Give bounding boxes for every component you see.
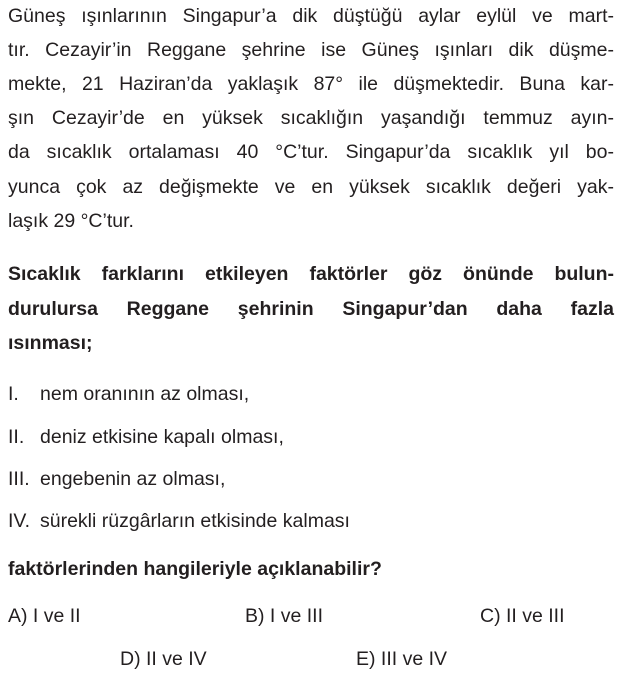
question-line: Sıcaklık farklarını etkileyen faktörler göz önünde bulun- [8,263,614,285]
statement-item [8,509,350,533]
passage-line: mekte, 21 Haziran’da yaklaşık 87° ile düşmektedir. Buna kar- [8,73,614,95]
question-line: durulursa Reggane şehrinin Singapur’dan daha fazla [8,298,614,320]
question-closing-line: faktörlerinden hangileriyle açıklanabilir? [8,558,382,580]
statement-text: nem oranının az olması, [40,383,250,405]
option-a[interactable]: A) I ve II [8,605,81,627]
passage-line: da sıcaklık ortalaması 40 °C’tur. Singapur’da sıcaklık yıl bo- [8,141,614,163]
statement-text: engebenin az olması, [40,468,226,490]
option-e[interactable]: E) III ve IV [356,648,448,670]
statement-item [8,382,249,406]
passage-line: laşık 29 °C’tur. [8,210,134,232]
passage-line: yunca çok az değişmekte ve en yüksek sıcaklık değeri yak- [8,176,614,198]
option-d[interactable]: D) II ve IV [120,648,207,670]
statement-number: I. [8,383,19,405]
statement-number: IV. [8,510,31,532]
passage-line: Güneş ışınlarının Singapur’a dik düştüğü aylar eylül ve mart- [8,5,614,27]
statement-text: deniz etkisine kapalı olması, [40,426,284,448]
statement-item [8,467,225,491]
statement-number: III. [8,468,30,490]
option-b[interactable]: B) I ve III [245,605,324,627]
option-c[interactable]: C) II ve III [480,605,565,627]
statement-text: sürekli rüzgârların etkisinde kalması [40,510,350,532]
statement-item [8,425,284,449]
passage-line: tır. Cezayir’in Reggane şehrine ise Güneş ışınları dik düşme- [8,39,614,61]
question-line: ısınması; [8,332,93,354]
passage-line: şın Cezayir’de en yüksek sıcaklığın yaşandığı temmuz ayın- [8,107,614,129]
statement-number: II. [8,426,25,448]
